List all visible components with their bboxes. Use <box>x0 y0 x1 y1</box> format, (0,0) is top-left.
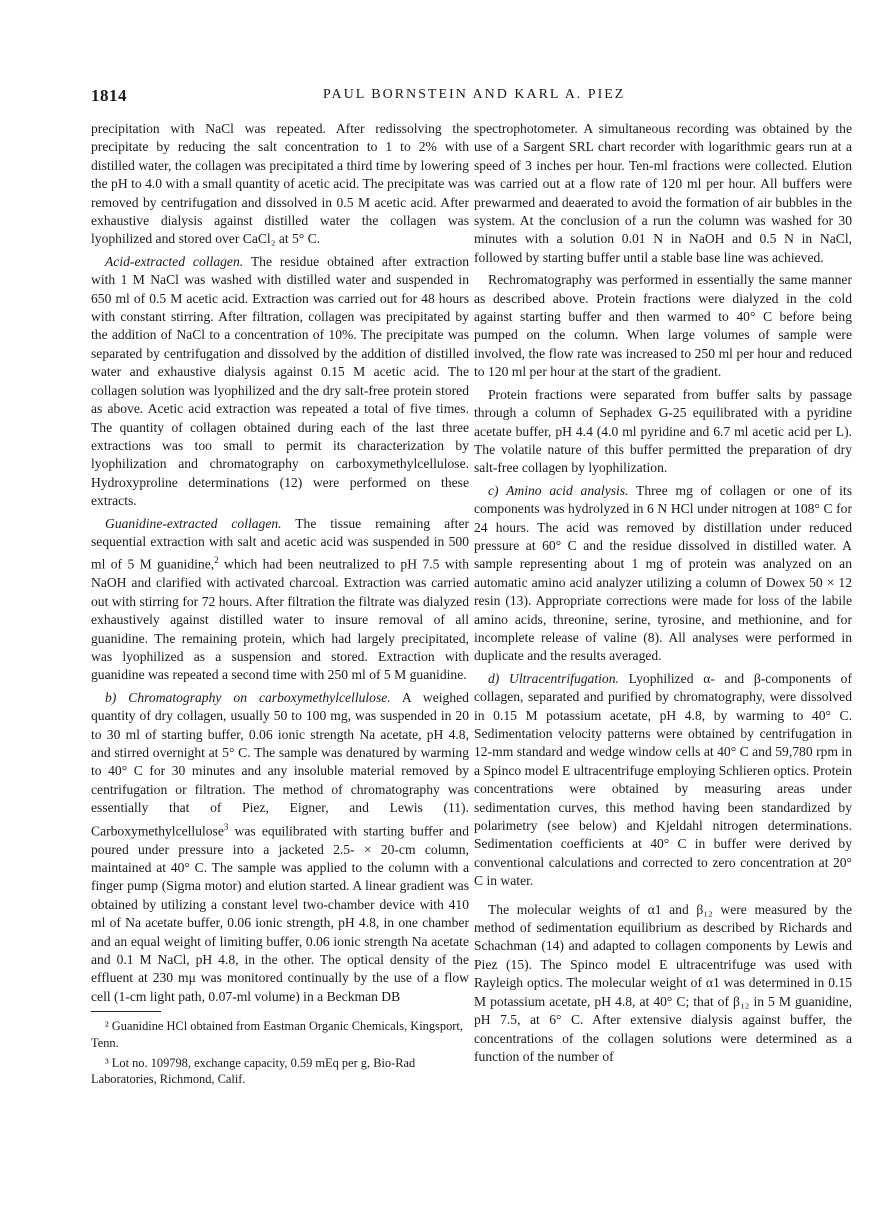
paragraph-text: Three mg of collagen or one of its components was hydrolyzed in 6 N HCl under nitrogen at 108° C for 24 hours. The acid was removed by distillation under reduced pressure at 60° C and the residue dissolved in distilled water. A sample representing about 1 mg of protein was analyzed on an automatic amino acid analyzer utilizing a column of Dowex 50 × 12 resin (13). Appropriate corrections were made for loss of the labile amino acids, threonine, serine, tyrosine, and methionine, and for incomplete release of valine (8). All analyses were performed in duplicate and the results averaged. <box>474 482 852 664</box>
paragraph-text: which had been neutralized to pH 7.5 with NaOH and clarified with activated charcoal. Extraction was carried out with stirring for 72 hours. After filtration the filtrate was dialyzed exhaustively against distilled water to insure removal of all guanidine. The remaining protein, which had largely precipitated, was lyophilized as a suspension and stored. Extraction with guanidine was repeated a second time with 250 ml of 5 M guanidine. <box>91 556 469 683</box>
section-heading: Acid-extracted collagen. <box>105 253 244 269</box>
paragraph <box>91 253 469 511</box>
paragraph <box>474 670 852 891</box>
paragraph-text: A weighed quantity of dry collagen, usually 50 to 100 mg, was suspended in 20 to 30 ml of starting buffer, 0.06 ionic strength Na acetate, pH 4.8, and stirred overnight at 5° C. The sample was denatured by warming to 40° C for 30 minutes and any insoluble material removed by centrifugation or filtration. The method of chromatography was essentially that of Piez, Eigner, and Lewis (11). Carboxymethylcellulose <box>91 689 469 839</box>
paragraph: Protein fractions were separated from buffer salts by passage through a column of Sephadex G-25 equilibrated with a pyridine acetate buffer, pH 4.4 (4.0 ml pyridine and 6.7 ml acetic acid per L). The volatile nature of this buffer permitted the preparation of dry salt-free collagen by lyophilization. <box>474 386 852 476</box>
section-heading: c) Amino acid analysis. <box>488 482 629 498</box>
paragraph <box>474 482 852 666</box>
footnote-ref: 2 <box>214 555 219 566</box>
paragraph <box>91 515 469 685</box>
footnote: ² Guanidine HCl obtained from Eastman Organic Chemicals, Kingsport, Tenn. <box>91 1019 463 1050</box>
page-header <box>91 86 852 110</box>
paragraph-text: Lyophilized α- and β-components of collagen, separated and purified by chromatography, were dissolved in 0.15 M potassium acetate, pH 4.8, by warming to 40° C. Sedimentation velocity patterns were obtained by centrifugation in 12-mm standard and wedge window cells at 40° C and 59,780 rpm in a Spinco model E ultracentrifuge employing Schlieren optics. Protein concentrations were obtained by measuring areas under sedimentation curves, this method having been standardized by polarimetry (see below) and Kjeldahl nitrogen determinations. Sedimentation coefficients at 40° C in buffer were derived by conventional calculations and corrected to zero concentration at 20° C in water. <box>474 670 852 889</box>
paragraph: spectrophotometer. A simultaneous recording was obtained by the use of a Sargent SRL chart recorder with logarithmic gears run at a speed of 3 inches per hour. Ten-ml fractions were collected. Elution was carried out at a flow rate of 120 ml per hour. All buffers were prewarmed and deaerated to avoid the formation of air bubbles in the system. At the conclusion of a run the column was washed for 30 minutes with a solution 0.01 N in NaOH and 0.5 N in NaCl, followed by starting buffer until a stable base line was achieved. <box>474 121 852 265</box>
paragraph <box>91 689 469 1006</box>
running-title: PAUL BORNSTEIN AND KARL A. PIEZ <box>323 87 626 102</box>
footnote-ref: 3 <box>223 821 229 832</box>
paragraph-text: The tissue remaining after sequential extraction with salt and acetic acid was suspended in 500 ml of 5 M guanidine, <box>91 515 469 572</box>
paragraph: precipitation with NaCl was repeated. After redissolving the precipitate by reducing the salt concentration to 1 to 2% with distilled water, the collagen was precipitated a third time by lowering the pH to 4.0 with a small quantity of acetic acid. The precipitate was removed by centrifugation and dissolved in 0.5 M acetic acid. After exhaustive dialysis against distilled water the collagen was lyophilized and stored over CaCl₂ at 5° C. <box>91 121 469 247</box>
paragraph-text: was equilibrated with starting buffer and poured under pressure into a jacketed 2.5- × 20-cm column, maintained at 40° C. The sample was applied to the column with a finger pump (Sigma motor) and elution started. A linear gradient was obtained by utilizing a constant level two-chamber device with 410 ml of Na acetate buffer, 0.06 ionic strength, pH 4.8, in one chamber and an equal weight of limiting buffer, 0.06 ionic strength Na acetate and 0.1 M NaCl, pH 4.8, in the other. The optical density of the effluent at 230 mμ was monitored continually by the use of a flow cell (1-cm light path, 0.07-ml volume) in a Beckman DB <box>91 823 469 1004</box>
right-column <box>474 120 852 1070</box>
paragraph: Rechromatography was performed in essentially the same manner as described above. Protein fractions were dialyzed in the cold against starting buffer and then warmed to 40° C before being pumped on the column. When large volumes of sample were involved, the flow rate was increased to 250 ml per hour and reduced to 120 ml per hour at the start of the gradient. <box>474 272 852 380</box>
paragraph: The molecular weights of α1 and β₁₂ were measured by the method of sedimentation equilibrium as described by Richards and Schachman (14) and adapted to collagen components by Lewis and Piez (15). The Spinco model E ultracentrifuge was used with Rayleigh optics. The molecular weight of α1 was determined in 0.15 M potassium acetate, pH 4.8, at 40° C; that of β₁₂ in 5 M guanidine, pH 7.5, at 6° C. After extensive dialysis against buffer, the concentrations of the collagen solutions were determined as a function of the number of <box>474 901 852 1064</box>
page-number: 1814 <box>91 86 127 105</box>
footnote: ³ Lot no. 109798, exchange capacity, 0.59 mEq per g, Bio-Rad Laboratories, Richmond, Calif. <box>91 1055 416 1087</box>
footnote-rule <box>91 1011 161 1012</box>
section-heading: b) Chromatography on carboxymethylcellulose. <box>105 689 391 705</box>
left-column <box>91 120 469 1092</box>
paragraph-text: The residue obtained after extraction with 1 M NaCl was washed with distilled water and suspended in 650 ml of 0.5 M acetic acid. Extraction was carried out for 48 hours with constant stirring. After filtration, collagen was precipitated by the addition of NaCl to a concentration of 10%. The precipitate was separated by centrifugation and dissolved by the addition of distilled water and exhaustive dialysis against 0.15 M acetic acid. The collagen solution was lyophilized and the dry salt-free protein stored as above. Acetic acid extraction was repeated a total of five times. The quantity of collagen obtained during each of the last three extractions was too small to permit its characterization by lyophilization and chromatography on carboxymethylcellulose. Hydroxyproline determinations (12) were performed on these extracts. <box>91 253 469 509</box>
section-heading: d) Ultracentrifugation. <box>488 670 619 686</box>
section-heading: Guanidine-extracted collagen. <box>105 515 282 531</box>
